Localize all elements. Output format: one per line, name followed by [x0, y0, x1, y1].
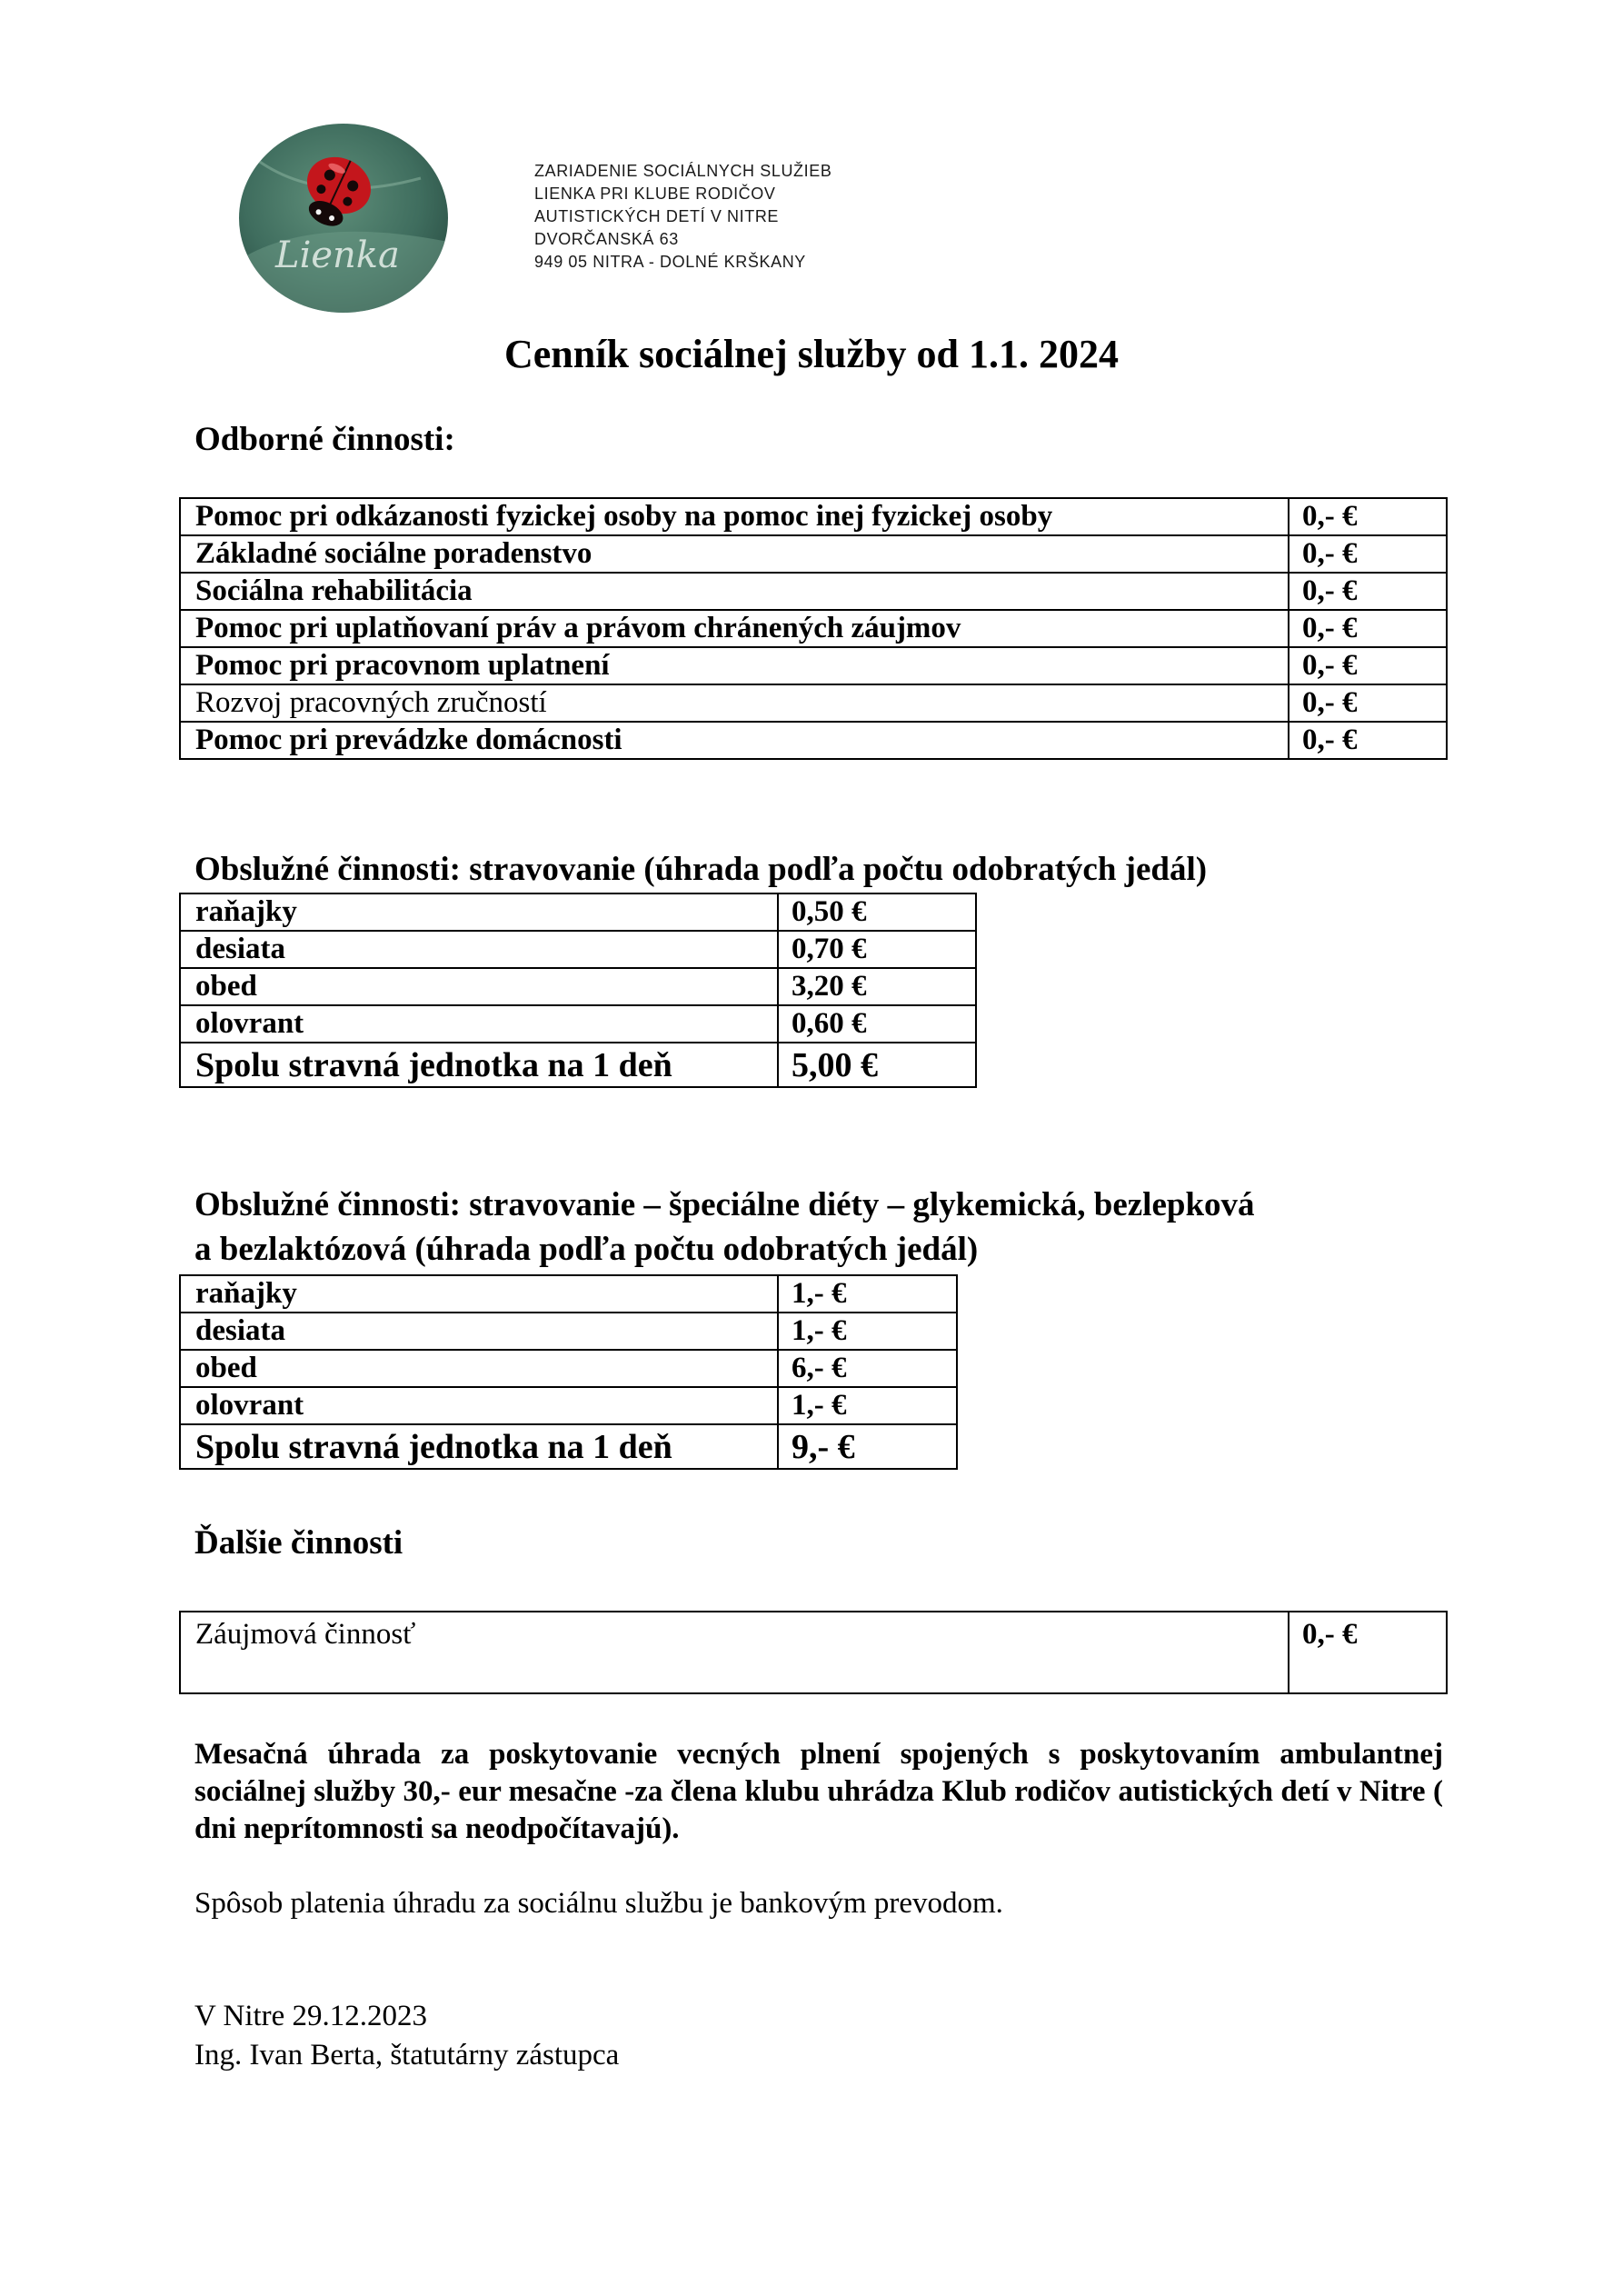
org-line: 949 05 NITRA - DOLNÉ KRŠKANY: [534, 253, 806, 271]
total-price: 5,00 €: [778, 1043, 976, 1087]
table-total-row: [180, 1424, 957, 1469]
meal-label: olovrant: [180, 1387, 778, 1424]
lienka-logo: [239, 124, 448, 313]
activity-price: 0,- €: [1289, 722, 1447, 759]
table-row: [180, 1612, 1447, 1693]
meal-price: 1,- €: [778, 1387, 957, 1424]
professional-activities-table: [179, 497, 1448, 760]
table-row: [180, 1313, 957, 1350]
org-line: ZARIADENIE SOCIÁLNYCH SLUŽIEB: [534, 162, 832, 180]
meal-label: obed: [180, 1350, 778, 1387]
activity-price: 0,- €: [1289, 610, 1447, 647]
activity-label: Sociálna rehabilitácia: [180, 573, 1289, 610]
activity-price: 0,- €: [1289, 684, 1447, 722]
table-row: [180, 498, 1447, 535]
org-line: AUTISTICKÝCH DETÍ V NITRE: [534, 207, 780, 225]
activity-label: Základné sociálne poradenstvo: [180, 535, 1289, 573]
table-row: [180, 1350, 957, 1387]
activity-label: Pomoc pri pracovnom uplatnení: [180, 647, 1289, 684]
activity-price: 0,- €: [1289, 573, 1447, 610]
organization-address: [534, 160, 831, 274]
activity-price: 0,- €: [1289, 647, 1447, 684]
table-row: [180, 573, 1447, 610]
total-label: Spolu stravná jednotka na 1 deň: [180, 1043, 778, 1087]
table-row: [180, 535, 1447, 573]
meal-price: 3,20 €: [778, 968, 976, 1005]
table-row: [180, 647, 1447, 684]
logo-text: Lienka: [275, 235, 400, 276]
diet-meals-table: [179, 1274, 958, 1470]
activity-price: 0,- €: [1289, 498, 1447, 535]
table-row: [180, 893, 976, 931]
table-row: [180, 968, 976, 1005]
meal-price: 0,50 €: [778, 893, 976, 931]
signature-line: Ing. Ivan Berta, štatutárny zástupca: [194, 2039, 620, 2071]
activity-label: Pomoc pri odkázanosti fyzickej osoby na pomoc inej fyzickej osoby: [180, 498, 1289, 535]
org-line: DVORČANSKÁ 63: [534, 230, 679, 248]
meal-price: 1,- €: [778, 1313, 957, 1350]
meal-price: 0,60 €: [778, 1005, 976, 1043]
table-row: [180, 1275, 957, 1313]
table-total-row: [180, 1043, 976, 1087]
activity-label: Záujmová činnosť: [180, 1612, 1289, 1693]
meal-price: 6,- €: [778, 1350, 957, 1387]
org-line: LIENKA PRI KLUBE RODIČOV: [534, 185, 776, 203]
activity-label: Rozvoj pracovných zručností: [180, 684, 1289, 722]
section-heading-diets-cont: a bezlaktózová (úhrada podľa počtu odobratých jedál): [194, 1231, 979, 1268]
payment-method-text: Spôsob platenia úhradu za sociálnu službu je bankovým prevodom.: [194, 1887, 1003, 1920]
total-price: 9,- €: [778, 1424, 957, 1469]
section-heading-other: Ďalšie činnosti: [194, 1524, 403, 1562]
activity-label: Pomoc pri prevádzke domácnosti: [180, 722, 1289, 759]
meals-table: [179, 893, 977, 1088]
table-row: [180, 684, 1447, 722]
activity-price: 0,- €: [1289, 535, 1447, 573]
table-row: [180, 722, 1447, 759]
document-title: Cenník sociálnej služby od 1.1. 2024: [504, 332, 1119, 376]
table-row: [180, 610, 1447, 647]
table-row: [180, 1387, 957, 1424]
other-activities-table: [179, 1611, 1448, 1694]
meal-label: obed: [180, 968, 778, 1005]
meal-label: olovrant: [180, 1005, 778, 1043]
meal-label: desiata: [180, 931, 778, 968]
meal-label: raňajky: [180, 893, 778, 931]
meal-label: raňajky: [180, 1275, 778, 1313]
section-heading-professional: Odborné činnosti:: [194, 421, 455, 458]
section-heading-meals: Obslužné činnosti: stravovanie (úhrada podľa počtu odobratých jedál): [194, 851, 1208, 888]
meal-label: desiata: [180, 1313, 778, 1350]
place-date: V Nitre 29.12.2023: [194, 2000, 428, 2032]
meal-price: 0,70 €: [778, 931, 976, 968]
table-row: [180, 931, 976, 968]
total-label: Spolu stravná jednotka na 1 deň: [180, 1424, 778, 1469]
monthly-payment-text: Mesačná úhrada za poskytovanie vecných plnení spojených s poskytovaním ambulantnej sociálnej služby 30,- eur mesačne -za člena klubu uhrádza Klub rodičov autistických detí v Nitre ( dni neprítomnosti sa neodpočítavajú).: [194, 1738, 1443, 1845]
activity-price: 0,- €: [1289, 1612, 1447, 1693]
table-row: [180, 1005, 976, 1043]
section-heading-diets: Obslužné činnosti: stravovanie – špeciálne diéty – glykemická, bezlepková: [194, 1186, 1255, 1223]
meal-price: 1,- €: [778, 1275, 957, 1313]
activity-label: Pomoc pri uplatňovaní práv a právom chránených záujmov: [180, 610, 1289, 647]
